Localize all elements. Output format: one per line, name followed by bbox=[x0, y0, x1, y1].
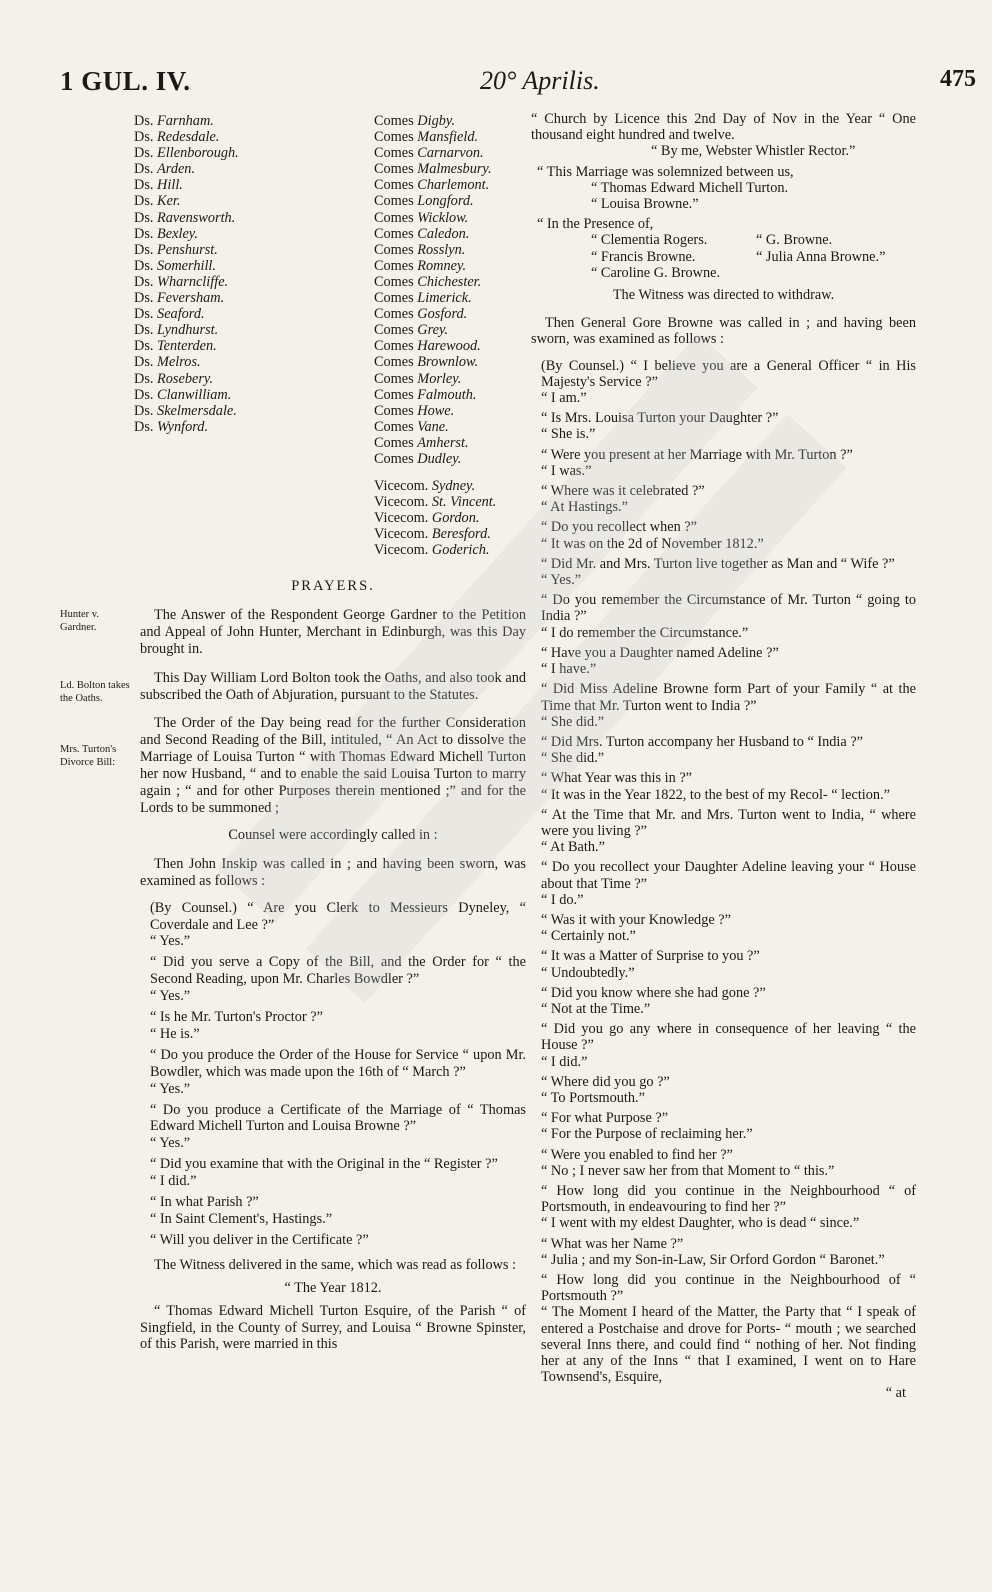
roll-name: Seaford. bbox=[157, 306, 205, 323]
roll-name: Carnarvon. bbox=[417, 145, 484, 162]
roll-name: Arden. bbox=[157, 161, 196, 178]
roll-title: Ds. bbox=[134, 290, 154, 307]
examination-line: “ It was in the Year 1822, to the best of my Recol- “ lection.” bbox=[541, 786, 890, 803]
examination-line: “ I was.” bbox=[541, 462, 592, 479]
roll-entry bbox=[374, 290, 496, 306]
roll-title: Comes bbox=[374, 129, 414, 146]
roll-entry bbox=[134, 371, 239, 387]
roll-name: Wynford. bbox=[157, 418, 209, 435]
roll-name: Lyndhurst. bbox=[157, 322, 219, 339]
catchword: “ at bbox=[885, 1385, 906, 1402]
examination-line: “ What Year was this in ?” bbox=[541, 770, 693, 787]
examination-line: “ How long did you continue in the Neighbourhood “ of Portsmouth, in endeavouring to find her ?” bbox=[541, 1182, 916, 1216]
roll-name: Harewood. bbox=[417, 338, 481, 355]
roll-name: Rosebery. bbox=[157, 370, 214, 387]
prayers-heading: PRAYERS. bbox=[291, 578, 375, 594]
running-head bbox=[0, 66, 992, 98]
examination-line: “ I do.” bbox=[541, 891, 584, 908]
roll-name: Amherst. bbox=[417, 434, 469, 451]
browne-examination bbox=[531, 358, 916, 1386]
roll-title: Comes bbox=[374, 257, 414, 274]
roll-name: Falmouth. bbox=[417, 386, 477, 403]
earls-list bbox=[374, 113, 496, 559]
roll-entry bbox=[374, 354, 496, 370]
roll-name: Gordon. bbox=[431, 510, 480, 527]
roll-name: Malmesbury. bbox=[417, 161, 492, 178]
roll-entry bbox=[134, 290, 239, 306]
left-column bbox=[140, 578, 526, 1353]
roll-title: Comes bbox=[374, 418, 414, 435]
roll-entry bbox=[374, 419, 496, 435]
roll-entry bbox=[374, 526, 496, 542]
witness-name: “ Clementia Rogers. bbox=[591, 232, 708, 249]
roll-title: Vicecom. bbox=[374, 526, 429, 543]
certificate-year: “ The Year 1812. bbox=[284, 1279, 382, 1296]
withdraw-line: The Witness was directed to withdraw. bbox=[612, 287, 835, 304]
roll-entry bbox=[134, 274, 239, 290]
examination-line: “ Did you go any where in consequence of her leaving “ the House ?” bbox=[541, 1021, 916, 1054]
roll-title: Ds. bbox=[134, 129, 154, 146]
witness-name: “ Francis Browne. bbox=[591, 248, 696, 265]
roll-entry bbox=[374, 403, 496, 419]
roll-title: Comes bbox=[374, 290, 414, 307]
roll-name: Dudley. bbox=[417, 450, 462, 467]
examination-line: “ It was on the 2d of November 1812.” bbox=[541, 535, 764, 552]
roll-name: Feversham. bbox=[157, 290, 225, 307]
roll-title: Comes bbox=[374, 386, 414, 403]
examination-line: “ Yes.” bbox=[150, 933, 191, 950]
sidenote-hunter: Hunter v. Gardner. bbox=[60, 609, 99, 633]
roll-title: Comes bbox=[374, 306, 414, 323]
examination-line: “ Not at the Time.” bbox=[541, 1000, 651, 1017]
examination-line: “ No ; I never saw her from that Moment to “ this.” bbox=[541, 1162, 835, 1179]
examination-line: “ Do you produce the Order of the House for Service “ upon Mr. Bowdler, which was made upon the 16th of “ March ?” bbox=[150, 1046, 526, 1080]
examination-line: “ In Saint Clement's, Hastings.” bbox=[150, 1211, 333, 1227]
examination-line: (By Counsel.) “ Are you Clerk to Messieurs Dyneley, “ Coverdale and Lee ?” bbox=[150, 899, 526, 933]
roll-title: Ds. bbox=[134, 322, 154, 339]
roll-title: Ds. bbox=[134, 209, 154, 226]
roll-name: Digby. bbox=[417, 113, 456, 129]
roll-entry bbox=[374, 226, 496, 242]
right-column bbox=[531, 111, 916, 1402]
certificate-continued: “ Church by Licence this 2nd Day of Nov in the Year “ One thousand eight hundred and twelve. bbox=[531, 111, 916, 144]
examination-line: “ It was a Matter of Surprise to you ?” bbox=[541, 948, 760, 965]
examination-line: (By Counsel.) “ I believe you are a General Officer “ in His Majesty's Service ?” bbox=[541, 357, 916, 390]
roll-entry bbox=[134, 226, 239, 242]
roll-name: Ker. bbox=[157, 193, 181, 210]
roll-entry bbox=[374, 371, 496, 387]
roll-name: Bexley. bbox=[157, 225, 198, 242]
roll-entry bbox=[134, 354, 239, 370]
roll-name: Rosslyn. bbox=[417, 241, 466, 258]
examination-line: “ Did you know where she had gone ?” bbox=[541, 984, 766, 1001]
roll-title: Comes bbox=[374, 322, 414, 339]
witness-row bbox=[531, 249, 916, 265]
examination-line: “ I did.” bbox=[541, 1053, 588, 1070]
certificate-rector: “ By me, Webster Whistler Rector.” bbox=[651, 143, 856, 160]
roll-entry bbox=[374, 451, 496, 467]
examination-line: “ To Portsmouth.” bbox=[541, 1089, 645, 1106]
roll-title: Comes bbox=[374, 161, 414, 178]
roll-name: Ellenborough. bbox=[157, 145, 239, 162]
sidenote-turton: Mrs. Turton's Divorce Bill: bbox=[60, 744, 117, 768]
roll-title: Comes bbox=[374, 241, 414, 258]
roll-title: Ds. bbox=[134, 370, 154, 387]
roll-entry bbox=[374, 494, 496, 510]
roll-name: St. Vincent. bbox=[431, 494, 497, 511]
roll-entry bbox=[374, 193, 496, 209]
examination-line: “ Do you remember the Circumstance of Mr. Turton “ going to India ?” bbox=[541, 592, 916, 625]
roll-name: Longford. bbox=[417, 193, 474, 210]
examination-line: “ I did.” bbox=[150, 1173, 197, 1190]
witness-name: “ G. Browne. bbox=[756, 232, 833, 249]
roll-title: Ds. bbox=[134, 338, 154, 355]
examination-line: “ Undoubtedly.” bbox=[541, 964, 635, 981]
roll-entry bbox=[374, 210, 496, 226]
roll-title: Ds. bbox=[134, 386, 154, 403]
examination-line: “ Is he Mr. Turton's Proctor ?” bbox=[150, 1009, 323, 1026]
roll-title: Comes bbox=[374, 177, 414, 194]
roll-name: Goderich. bbox=[431, 542, 490, 559]
roll-name: Brownlow. bbox=[417, 354, 479, 371]
examination-line: “ She did.” bbox=[541, 713, 605, 730]
examination-line: “ At Bath.” bbox=[541, 839, 605, 856]
roll-title: Ds. bbox=[134, 402, 154, 419]
roll-name: Tenterden. bbox=[157, 338, 217, 355]
browne-paragraph: Then General Gore Browne was called in ; and having been sworn, was examined as follows : bbox=[531, 315, 916, 348]
roll-entry bbox=[134, 306, 239, 322]
roll-name: Redesdale. bbox=[157, 129, 220, 146]
roll-title: Comes bbox=[374, 370, 414, 387]
roll-title: Comes bbox=[374, 402, 414, 419]
roll-title: Vicecom. bbox=[374, 542, 429, 559]
roll-entry bbox=[134, 387, 239, 403]
inskip-examination bbox=[140, 900, 526, 1249]
roll-entry bbox=[374, 542, 496, 558]
roll-entry bbox=[134, 161, 239, 177]
examination-line: “ At Hastings.” bbox=[541, 499, 628, 516]
roll-name: Charlemont. bbox=[417, 177, 490, 194]
roll-name: Melros. bbox=[157, 354, 201, 371]
roll-title: Comes bbox=[374, 338, 414, 355]
roll-name: Grey. bbox=[417, 322, 449, 339]
solemnized-line: “ This Marriage was solemnized between us, bbox=[537, 163, 794, 180]
examination-line: “ Where did you go ?” bbox=[541, 1073, 670, 1090]
examination-line: “ Were you enabled to find her ?” bbox=[541, 1146, 733, 1163]
examination-line: “ Yes.” bbox=[541, 572, 582, 589]
examination-line: “ Julia ; and my Son-in-Law, Sir Orford Gordon “ Baronet.” bbox=[541, 1251, 885, 1268]
roll-entry bbox=[134, 242, 239, 258]
examination-line: “ What was her Name ?” bbox=[541, 1235, 684, 1252]
witness-row bbox=[531, 265, 916, 281]
roll-name: Penshurst. bbox=[157, 241, 218, 258]
roll-name: Hill. bbox=[157, 177, 183, 194]
roll-entry bbox=[134, 210, 239, 226]
examination-line: “ In what Parish ?” bbox=[150, 1194, 259, 1211]
roll-entry bbox=[134, 419, 239, 435]
examination-line: “ Where was it celebrated ?” bbox=[541, 483, 705, 500]
roll-name: Romney. bbox=[417, 257, 467, 274]
regnal-year: 1 GUL. IV. bbox=[60, 66, 191, 96]
roll-entry bbox=[134, 113, 239, 129]
roll-title: Ds. bbox=[134, 418, 154, 435]
roll-name: Morley. bbox=[417, 370, 462, 387]
roll-name: Gosford. bbox=[417, 306, 468, 323]
examination-line: “ Did Miss Adeline Browne form Part of your Family “ at the Time that Mr. Turton went to India ?” bbox=[541, 681, 916, 714]
roll-entry bbox=[374, 274, 496, 290]
examination-line: “ Yes.” bbox=[150, 1080, 191, 1097]
roll-entry bbox=[134, 322, 239, 338]
roll-entry bbox=[134, 258, 239, 274]
roll-title: Comes bbox=[374, 209, 414, 226]
viscounts-list bbox=[374, 478, 496, 558]
examination-line: “ Yes.” bbox=[150, 988, 191, 1005]
roll-entry bbox=[374, 113, 496, 129]
roll-name: Mansfield. bbox=[417, 129, 479, 146]
roll-title: Vicecom. bbox=[374, 494, 429, 511]
roll-title: Ds. bbox=[134, 177, 154, 194]
page-number: 475 bbox=[940, 66, 976, 92]
roll-title: Vicecom. bbox=[374, 478, 429, 495]
roll-entry bbox=[374, 306, 496, 322]
roll-name: Wicklow. bbox=[417, 209, 469, 226]
roll-title: Vicecom. bbox=[374, 510, 429, 527]
examination-line: “ Did Mrs. Turton accompany her Husband to “ India ?” bbox=[541, 733, 864, 750]
party-husband: “ Thomas Edward Michell Turton. bbox=[591, 179, 789, 196]
examination-line: “ Did you examine that with the Original in the “ Register ?” bbox=[150, 1156, 498, 1173]
examination-line: “ I am.” bbox=[541, 390, 587, 407]
witness-list bbox=[531, 232, 916, 281]
roll-name: Ravensworth. bbox=[157, 209, 236, 226]
roll-name: Caledon. bbox=[417, 225, 470, 242]
roll-entry bbox=[134, 177, 239, 193]
roll-name: Howe. bbox=[417, 402, 455, 419]
examination-line: “ Was it with your Knowledge ?” bbox=[541, 911, 731, 928]
roll-name: Somerhill. bbox=[157, 257, 216, 274]
roll-title: Comes bbox=[374, 193, 414, 210]
examination-line: “ I went with my eldest Daughter, who is dead “ since.” bbox=[541, 1215, 860, 1232]
examination-line: “ Did you serve a Copy of the Bill, and the Order for “ the Second Reading, upon Mr. Charles Bowdler ?” bbox=[150, 954, 526, 988]
roll-title: Comes bbox=[374, 354, 414, 371]
examination-line: “ I do remember the Circumstance.” bbox=[541, 624, 749, 641]
session-date: 20° Aprilis. bbox=[480, 66, 600, 95]
roll-entry bbox=[374, 242, 496, 258]
roll-title: Ds. bbox=[134, 257, 154, 274]
examination-line: “ He is.” bbox=[150, 1025, 200, 1042]
bolton-paragraph: This Day William Lord Bolton took the Oaths, and also took and subscribed the Oath of Abjuration, pursuant to the Statutes. bbox=[140, 669, 526, 703]
roll-title: Ds. bbox=[134, 113, 154, 129]
roll-entry bbox=[374, 478, 496, 494]
roll-title: Ds. bbox=[134, 241, 154, 258]
roll-title: Comes bbox=[374, 113, 414, 129]
roll-title: Ds. bbox=[134, 225, 154, 242]
order-paragraph: The Order of the Day being read for the further Consideration and Second Reading of the Bill, intituled, “ An Act to dissolve the Marriage of Louisa Turton “ with Thomas Edward Michell Turton her now Husband, “ and to enable the said Louisa Turton to marry again ; “ and for other Purposes therein mentioned ;” and for the Lords to be summoned ; bbox=[140, 715, 526, 816]
party-wife: “ Louisa Browne.” bbox=[591, 196, 699, 213]
roll-entry bbox=[374, 510, 496, 526]
roll-title: Comes bbox=[374, 434, 414, 451]
roll-entry bbox=[134, 403, 239, 419]
roll-name: Vane. bbox=[417, 418, 449, 435]
examination-line: “ She is.” bbox=[541, 426, 596, 443]
examination-line: “ Do you produce a Certificate of the Marriage of “ Thomas Edward Michell Turton and Louisa Browne ?” bbox=[150, 1101, 526, 1135]
roll-entry bbox=[374, 387, 496, 403]
presence-line: “ In the Presence of, bbox=[537, 216, 654, 233]
roll-name: Chichester. bbox=[417, 273, 482, 290]
hunter-paragraph: The Answer of the Respondent George Gardner to the Petition and Appeal of John Hunter, Merchant in Edinburgh, was this Day brought in. bbox=[140, 606, 526, 657]
roll-entry bbox=[134, 145, 239, 161]
roll-name: Wharncliffe. bbox=[157, 273, 229, 290]
certificate-text: “ Thomas Edward Michell Turton Esquire, of the Parish “ of Singfield, in the County of Surrey, and Louisa “ Browne Spinster, of this Parish, were married in this bbox=[140, 1302, 526, 1353]
roll-entry bbox=[374, 435, 496, 451]
roll-entry bbox=[374, 129, 496, 145]
roll-entry bbox=[374, 258, 496, 274]
examination-line: “ Will you deliver in the Certificate ?” bbox=[150, 1231, 369, 1248]
roll-name: Farnham. bbox=[157, 113, 214, 129]
examination-line: “ I have.” bbox=[541, 661, 597, 678]
examination-line: “ Have you a Daughter named Adeline ?” bbox=[541, 644, 779, 661]
roll-entry bbox=[374, 145, 496, 161]
inskip-paragraph: Then John Inskip was called in ; and having been sworn, was examined as follows : bbox=[140, 855, 526, 889]
examination-line: “ How long did you continue in the Neighbourhood of “ Portsmouth ?” bbox=[541, 1272, 916, 1305]
examination-line: “ She did.” bbox=[541, 750, 605, 767]
examination-line: “ Do you recollect your Daughter Adeline leaving your “ House about that Time ?” bbox=[541, 859, 916, 892]
roll-entry bbox=[134, 338, 239, 354]
witness-name: “ Caroline G. Browne. bbox=[591, 264, 721, 281]
roll-title: Ds. bbox=[134, 161, 154, 178]
roll-entry bbox=[374, 322, 496, 338]
roll-entry bbox=[374, 161, 496, 177]
delivered-line: The Witness delivered in the same, which was read as follows : bbox=[154, 1256, 517, 1273]
examination-line: “ Is Mrs. Louisa Turton your Daughter ?” bbox=[541, 410, 779, 427]
roll-title: Ds. bbox=[134, 145, 154, 162]
counsel-line: Counsel were accordingly called in : bbox=[228, 826, 438, 843]
examination-line: “ Were you present at her Marriage with Mr. Turton ?” bbox=[541, 446, 853, 463]
roll-title: Ds. bbox=[134, 354, 154, 371]
roll-title: Ds. bbox=[134, 306, 154, 323]
barons-list bbox=[134, 113, 239, 435]
examination-line: “ Certainly not.” bbox=[541, 928, 636, 945]
examination-line: “ Do you recollect when ?” bbox=[541, 519, 698, 536]
examination-line: “ For the Purpose of reclaiming her.” bbox=[541, 1126, 753, 1143]
roll-entry bbox=[134, 129, 239, 145]
roll-name: Sydney. bbox=[431, 478, 476, 495]
roll-title: Comes bbox=[374, 145, 414, 162]
roll-name: Clanwilliam. bbox=[157, 386, 232, 403]
roll-name: Skelmersdale. bbox=[157, 402, 237, 419]
examination-line: “ At the Time that Mr. and Mrs. Turton went to India, “ where were you living ?” bbox=[541, 806, 916, 839]
sidenote-bolton: Ld. Bolton takes the Oaths. bbox=[60, 680, 130, 704]
roll-name: Beresford. bbox=[431, 526, 491, 543]
roll-title: Comes bbox=[374, 273, 414, 290]
roll-title: Comes bbox=[374, 225, 414, 242]
witness-name: “ Julia Anna Browne.” bbox=[756, 248, 886, 265]
roll-name: Limerick. bbox=[417, 290, 472, 307]
roll-entry bbox=[134, 193, 239, 209]
examination-line: “ Yes.” bbox=[150, 1135, 191, 1152]
roll-entry bbox=[374, 177, 496, 193]
roll-title: Ds. bbox=[134, 193, 154, 210]
witness-row bbox=[531, 232, 916, 248]
roll-title: Ds. bbox=[134, 273, 154, 290]
examination-line: “ Did Mr. and Mrs. Turton live together as Man and “ Wife ?” bbox=[541, 555, 895, 572]
roll-title: Comes bbox=[374, 450, 414, 467]
roll-entry bbox=[374, 338, 496, 354]
examination-line: “ For what Purpose ?” bbox=[541, 1110, 669, 1127]
examination-line: “ The Moment I heard of the Matter, the Party that “ I speak of entered a Postchaise and drove for Ports- “ mouth ; we searched several Inns there, and could find “ nothing of her. Not finding her at any of the Inns “ that I examined, I went on to Hare Townsend's, Esquire, bbox=[541, 1304, 916, 1386]
